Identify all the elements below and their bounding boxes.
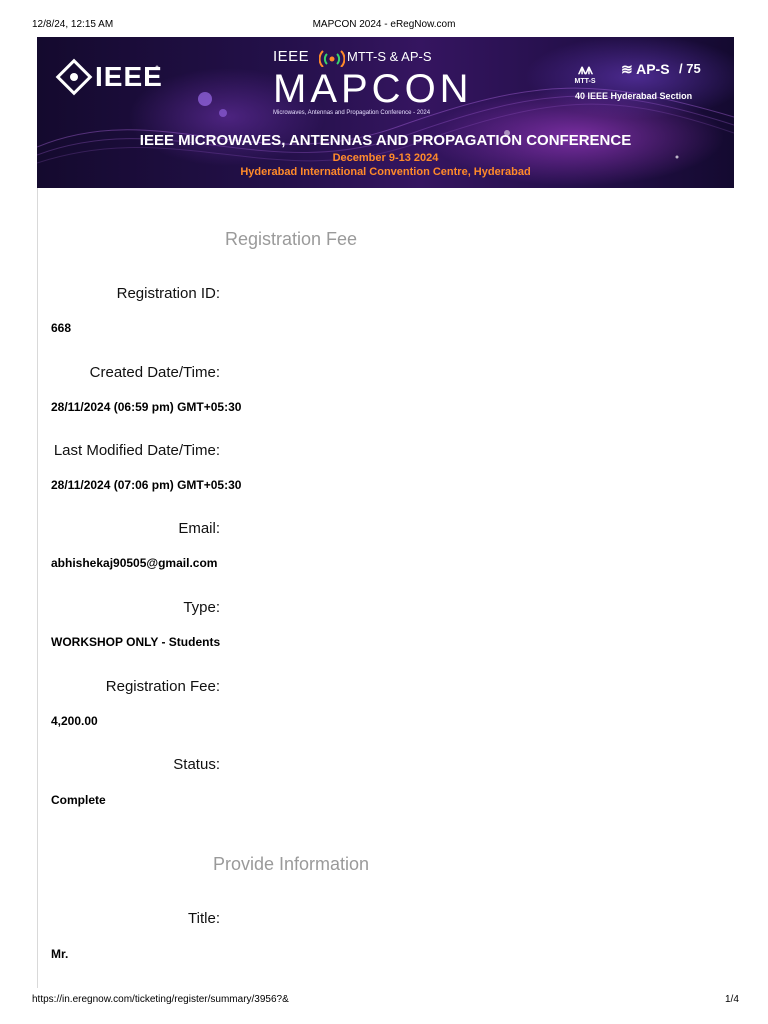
created-datetime-value: 28/11/2024 (06:59 pm) GMT+05:30 <box>51 400 242 414</box>
aps-75th-logo: / 75 <box>679 61 701 76</box>
email-label: Email: <box>178 520 220 537</box>
status-value: Complete <box>51 793 106 807</box>
print-datetime: 12/8/24, 12:15 AM <box>32 19 114 30</box>
ieee-diamond-icon <box>56 59 93 96</box>
print-page-number: 1/4 <box>725 994 739 1005</box>
mapcon-societies: MTT-S & AP-S <box>347 49 432 64</box>
mtts-mark-icon: ⩚⩚ <box>578 61 592 77</box>
mtts-label: MTT-S <box>574 78 596 85</box>
print-page-title: MAPCON 2024 - eRegNow.com <box>312 19 456 30</box>
title-value: Mr. <box>51 947 69 961</box>
hyderabad-section-logo <box>575 91 692 101</box>
conference-venue: Hyderabad International Convention Centre, Hyderabad <box>240 166 531 178</box>
hyderabad-40-label: 40 <box>575 91 586 101</box>
antenna-signal-icon <box>319 49 345 67</box>
provide-information-heading: Provide Information <box>212 854 370 874</box>
registration-id-value: 668 <box>51 321 72 335</box>
modified-datetime-label: Last Modified Date/Time: <box>53 442 220 459</box>
conference-banner <box>37 37 734 188</box>
mapcon-tagline: Microwaves, Antennas and Propagation Conference - 2024 <box>273 110 431 116</box>
type-value: WORKSHOP ONLY - Students <box>51 635 221 649</box>
society-logos <box>567 57 727 117</box>
ieee-logo <box>61 57 163 97</box>
registration-fee-heading: Registration Fee <box>224 229 358 249</box>
modified-datetime-value: 28/11/2024 (07:06 pm) GMT+05:30 <box>51 478 242 492</box>
mapcon-ieee-label: IEEE <box>273 48 310 65</box>
conference-title: IEEE MICROWAVES, ANTENNAS AND PROPAGATION CONFERENCE <box>139 132 632 149</box>
registration-fee-value: 4,200.00 <box>51 714 98 728</box>
mtts-logo <box>567 61 603 85</box>
print-url: https://in.eregnow.com/ticketing/register/summary/3956?& <box>32 994 289 1005</box>
conference-dates: December 9-13 2024 <box>332 152 439 164</box>
status-label: Status: <box>173 756 220 773</box>
created-datetime-label: Created Date/Time: <box>89 364 220 381</box>
title-label: Title: <box>188 910 220 927</box>
ieee-logo-text: IEEE <box>95 61 163 92</box>
mapcon-wordmark: MAPCON <box>273 67 473 111</box>
aps-75-label: 75 <box>686 61 701 76</box>
type-label: Type: <box>183 599 220 616</box>
registration-id-label: Registration ID: <box>116 285 220 302</box>
email-value: abhishekaj90505@gmail.com <box>51 556 218 570</box>
aps-logo: ≋ AP-S <box>621 61 670 77</box>
registration-fee-label: Registration Fee: <box>105 678 220 695</box>
aps-label: AP-S <box>636 61 670 77</box>
hyderabad-section-label: IEEE Hyderabad Section <box>587 91 693 101</box>
